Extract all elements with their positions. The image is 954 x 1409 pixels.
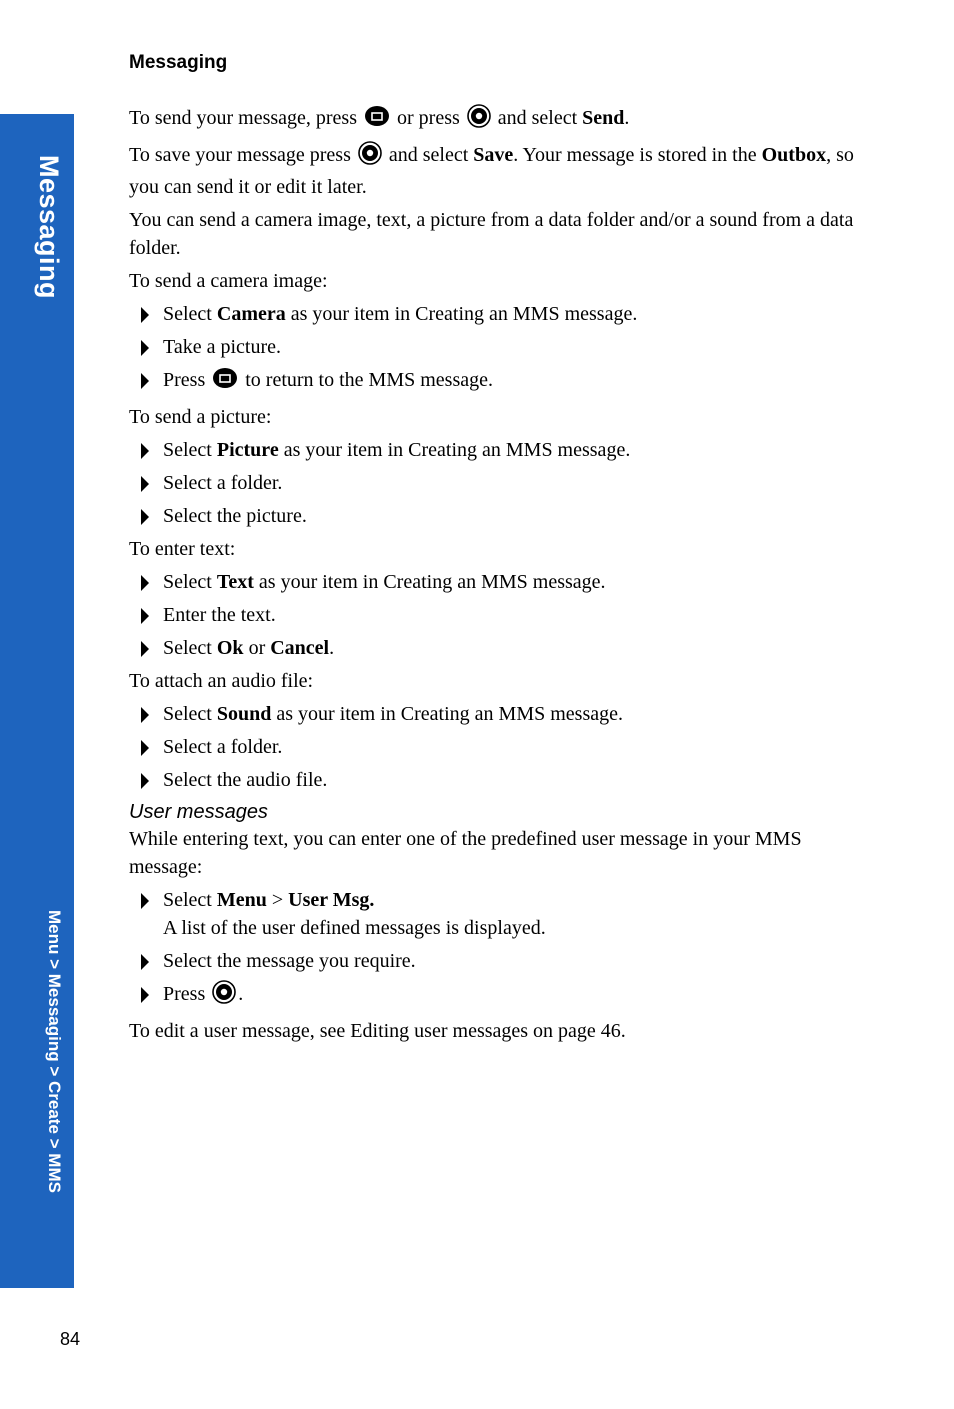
text: To save your message press	[129, 144, 356, 166]
text: as your item in Creating an MMS message.	[278, 439, 631, 461]
page-title: Messaging	[129, 52, 228, 73]
text-bold: Menu	[216, 889, 267, 911]
text: .	[624, 107, 630, 129]
bullet-arrow-icon	[141, 340, 149, 356]
text: as your item in Creating an MMS message.	[253, 571, 606, 593]
text: as your item in Creating an MMS message.	[271, 703, 623, 725]
text: Select	[163, 889, 217, 911]
nav-key-icon	[467, 104, 491, 136]
text: A list of the user defined messages is displayed.	[163, 917, 546, 939]
list-item	[129, 568, 879, 596]
text: Enter the text.	[163, 604, 276, 626]
text: Select a folder.	[163, 736, 283, 758]
text: Select	[163, 439, 217, 461]
text: as your item in Creating an MMS message.	[285, 303, 638, 325]
text: Select	[163, 703, 217, 725]
text: Press	[163, 983, 211, 1005]
bullet-arrow-icon	[141, 575, 149, 591]
text-bold: Ok	[216, 637, 244, 659]
list-item	[129, 766, 879, 794]
list-item	[129, 469, 879, 497]
page-number: 84	[60, 1329, 81, 1349]
list-item	[129, 634, 879, 662]
text: >	[266, 889, 289, 911]
audio-intro: To attach an audio file:	[129, 670, 314, 692]
bullet-arrow-icon	[141, 509, 149, 525]
text: Take a picture.	[163, 336, 281, 358]
text: Select the picture.	[163, 505, 307, 527]
text: Select	[163, 303, 217, 325]
list-item	[129, 700, 879, 728]
text-bold: Send	[582, 107, 625, 129]
list-item	[129, 980, 879, 1012]
user-messages-intro: While entering text, you can enter one of the predefined user message in your MMS message:	[129, 828, 802, 878]
list-item	[129, 436, 879, 464]
sidebar-section-title: Messaging	[34, 155, 64, 300]
list-item	[129, 366, 879, 398]
paragraph-info: You can send a camera image, text, a picture from a data folder and/or a sound from a data folder.	[129, 209, 854, 259]
text-bold: Camera	[216, 303, 286, 325]
list-item	[129, 733, 879, 761]
text: .	[329, 637, 335, 659]
picture-intro: To send a picture:	[129, 406, 272, 428]
text-bold: Text	[216, 571, 254, 593]
paragraph-save	[129, 141, 879, 201]
sidebar-breadcrumb: Menu > Messaging > Create > MMS	[45, 910, 64, 1193]
text-intro: To enter text:	[129, 538, 236, 560]
bullet-arrow-icon	[141, 707, 149, 723]
bullet-arrow-icon	[141, 476, 149, 492]
bullet-arrow-icon	[141, 740, 149, 756]
bullet-arrow-icon	[141, 773, 149, 789]
text-bold: Sound	[216, 703, 272, 725]
text: Select	[163, 571, 217, 593]
text: to return to the MMS message.	[240, 369, 493, 391]
text: and select	[383, 144, 474, 166]
text: Select the message you require.	[163, 950, 416, 972]
main-content	[129, 104, 879, 1050]
text-bold: Cancel	[270, 637, 330, 659]
list-item	[129, 502, 879, 530]
bullet-arrow-icon	[141, 893, 149, 909]
text: Select a folder.	[163, 472, 283, 494]
list-item	[129, 886, 879, 942]
text: Press	[163, 369, 211, 391]
soft-key-icon	[364, 104, 390, 136]
text-bold: Save	[473, 144, 514, 166]
text-bold: User Msg.	[288, 889, 375, 911]
bullet-arrow-icon	[141, 307, 149, 323]
text: Select the audio file.	[163, 769, 328, 791]
list-item	[129, 947, 879, 975]
soft-key-icon	[212, 366, 238, 398]
text: or press	[392, 107, 465, 129]
list-item	[129, 300, 879, 328]
nav-key-icon	[212, 980, 236, 1012]
text: Select	[163, 637, 217, 659]
user-messages-outro: To edit a user message, see Editing user messages on page 46.	[129, 1020, 626, 1042]
bullet-arrow-icon	[141, 954, 149, 970]
user-messages-heading: User messages	[129, 801, 268, 823]
text-bold: Picture	[216, 439, 279, 461]
text: .	[238, 983, 244, 1005]
text: . Your message is stored in the	[513, 144, 762, 166]
nav-key-icon	[358, 141, 382, 173]
camera-intro: To send a camera image:	[129, 270, 328, 292]
bullet-arrow-icon	[141, 987, 149, 1003]
text: and select	[492, 107, 583, 129]
bullet-arrow-icon	[141, 641, 149, 657]
bullet-arrow-icon	[141, 608, 149, 624]
bullet-arrow-icon	[141, 373, 149, 389]
list-item	[129, 601, 879, 629]
text: To send your message, press	[129, 107, 362, 129]
text: or	[243, 637, 271, 659]
paragraph-send	[129, 104, 879, 136]
text-bold: Outbox	[761, 144, 827, 166]
list-item	[129, 333, 879, 361]
text: , so you can send it or edit it later.	[129, 144, 854, 198]
bullet-arrow-icon	[141, 443, 149, 459]
